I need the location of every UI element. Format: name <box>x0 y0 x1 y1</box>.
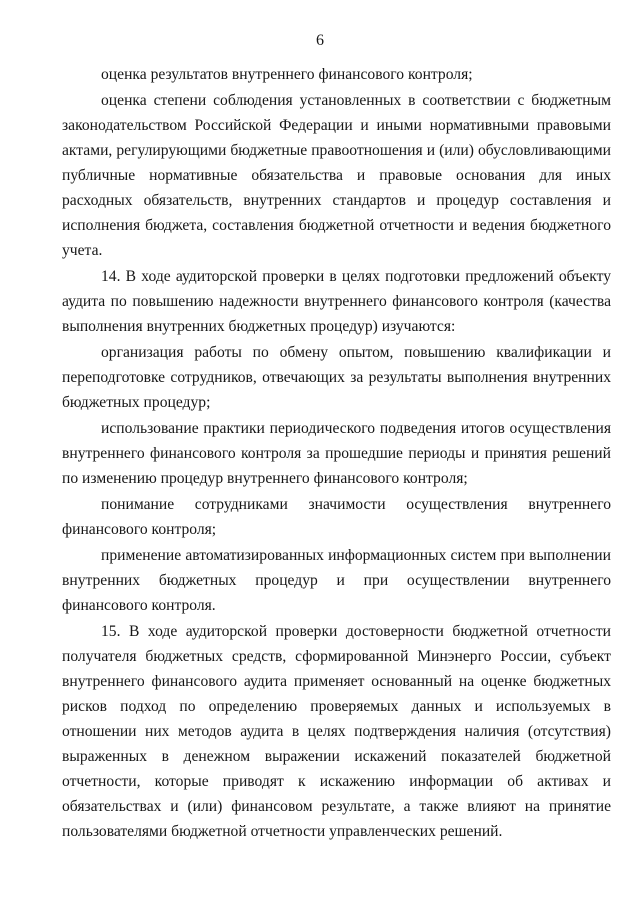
document-body <box>62 62 611 844</box>
paragraph-staff-training: организация работы по обмену опытом, повышению квалификации и переподготовке сотрудников, отвечающих за результаты выполнения внутренних бюджетных процедур; <box>62 344 611 411</box>
paragraph-compliance-assessment: оценка степени соблюдения установленных в соответствии с бюджетным законодательством Российской Федерации и иными нормативными правовыми актами, регулирующими бюджетные правоотношения и (или) обусловливающими публичные нормативные обязательства и правовые основания для иных расходных обязательств, внутренних стандартов и процедур составления и исполнения бюджета, составления бюджетной отчетности и ведения бюджетного учета. <box>62 92 611 259</box>
paragraph-control-results: оценка результатов внутреннего финансового контроля; <box>101 66 473 83</box>
paragraph-automated-systems: применение автоматизированных информационных систем при выполнении внутренних бюджетных процедур и при осуществлении внутреннего финансового контроля. <box>62 547 611 614</box>
paragraph-item-15: 15. В ходе аудиторской проверки достоверности бюджетной отчетности получателя бюджетных средств, сформированной Минэнерго России, субъект внутреннего финансового аудита применяет основанный на оценке бюджетных рисков подход по определению проверяемых данных и используемых в отношении них методов аудита в целях подтверждения наличия (отсутствия) выраженных в денежном выражении искажений показателей бюджетной отчетности, которые приводят к искажению информации об активах и обязательствах и (или) финансовом результате, а также влияют на принятие пользователями бюджетной отчетности управленческих решений. <box>62 623 611 840</box>
paragraph-periodic-review: использование практики периодического подведения итогов осуществления внутреннего финансового контроля за прошедшие периоды и принятия решений по изменению процедур внутреннего финансового контроля; <box>62 420 611 487</box>
paragraph-staff-understanding: понимание сотрудниками значимости осуществления внутреннего финансового контроля; <box>62 496 611 538</box>
page-number: 6 <box>316 32 324 49</box>
paragraph-item-14: 14. В ходе аудиторской проверки в целях подготовки предложений объекту аудита по повышению надежности внутреннего финансового контроля (качества выполнения внутренних бюджетных процедур) изучаются: <box>62 268 611 335</box>
